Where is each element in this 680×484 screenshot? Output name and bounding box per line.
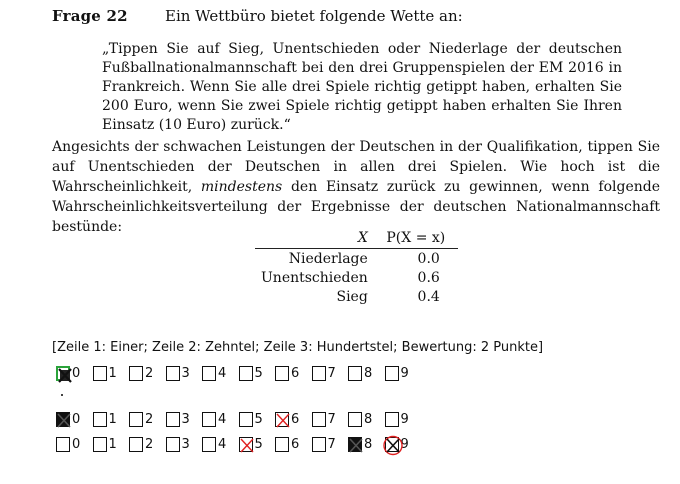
digit-checkbox[interactable] xyxy=(56,412,70,427)
digit-label: 0 xyxy=(72,366,81,381)
digit-label: 1 xyxy=(108,412,117,427)
digit-label: 5 xyxy=(254,437,263,452)
digit-checkbox[interactable] xyxy=(239,412,253,427)
question-number: Frage 22 xyxy=(52,7,128,25)
digit-option[interactable] xyxy=(312,366,349,381)
digit-label: 8 xyxy=(364,412,373,427)
digit-checkbox[interactable] xyxy=(129,437,143,452)
digit-checkbox[interactable] xyxy=(93,437,107,452)
digit-option[interactable] xyxy=(275,366,312,381)
digit-checkbox[interactable] xyxy=(348,412,362,427)
checkmark-icon xyxy=(346,435,366,456)
checkmark-icon xyxy=(55,365,75,386)
table-cell-label: Sieg xyxy=(336,289,368,305)
digit-checkbox[interactable] xyxy=(166,437,180,452)
table-row xyxy=(255,268,458,287)
digit-option[interactable] xyxy=(202,437,239,452)
digit-label: 7 xyxy=(327,366,336,381)
digit-option[interactable] xyxy=(93,437,130,452)
answer-row-hundertstel xyxy=(56,437,421,452)
digit-checkbox[interactable] xyxy=(129,366,143,381)
digit-option[interactable] xyxy=(239,412,276,427)
digit-label: 9 xyxy=(400,366,409,381)
question-body xyxy=(52,137,660,237)
digit-label: 1 xyxy=(108,437,117,452)
digit-label: 9 xyxy=(400,437,409,452)
digit-option[interactable] xyxy=(348,437,385,452)
answer-row-einer xyxy=(56,366,421,381)
digit-label: 2 xyxy=(145,412,154,427)
digit-label: 9 xyxy=(400,412,409,427)
digit-option[interactable] xyxy=(385,366,422,381)
table-cell-value: 0.6 xyxy=(417,270,440,286)
table-header-row xyxy=(255,230,458,249)
table-cell-value: 0.4 xyxy=(417,289,440,305)
digit-label: 8 xyxy=(364,366,373,381)
checkmark-icon xyxy=(54,410,74,431)
digit-checkbox[interactable] xyxy=(239,437,253,452)
digit-label: 2 xyxy=(145,437,154,452)
digit-label: 3 xyxy=(181,412,190,427)
question-body-emphasis: mindestens xyxy=(200,179,283,195)
digit-checkbox[interactable] xyxy=(202,366,216,381)
digit-checkbox[interactable] xyxy=(202,412,216,427)
digit-label: 2 xyxy=(145,366,154,381)
digit-label: 6 xyxy=(291,366,300,381)
digit-option[interactable] xyxy=(348,366,385,381)
digit-option[interactable] xyxy=(56,437,93,452)
digit-checkbox[interactable] xyxy=(275,366,289,381)
digit-option[interactable] xyxy=(56,366,93,381)
digit-label: 5 xyxy=(254,366,263,381)
checkmark-icon xyxy=(383,435,403,456)
digit-label: 6 xyxy=(291,412,300,427)
digit-label: 4 xyxy=(218,412,227,427)
digit-checkbox[interactable] xyxy=(166,412,180,427)
digit-option[interactable] xyxy=(239,366,276,381)
digit-option[interactable] xyxy=(129,437,166,452)
digit-option[interactable] xyxy=(275,437,312,452)
digit-checkbox[interactable] xyxy=(312,437,326,452)
digit-checkbox[interactable] xyxy=(202,437,216,452)
digit-option[interactable] xyxy=(385,412,422,427)
digit-label: 8 xyxy=(364,437,373,452)
table-row xyxy=(255,249,458,269)
digit-option[interactable] xyxy=(348,412,385,427)
digit-checkbox[interactable] xyxy=(385,437,399,452)
digit-label: 0 xyxy=(72,412,81,427)
digit-label: 4 xyxy=(218,437,227,452)
digit-option[interactable] xyxy=(275,412,312,427)
checkmark-icon xyxy=(273,410,293,431)
digit-label: 4 xyxy=(218,366,227,381)
digit-checkbox[interactable] xyxy=(56,437,70,452)
digit-checkbox[interactable] xyxy=(239,366,253,381)
digit-option[interactable] xyxy=(202,412,239,427)
digit-option[interactable] xyxy=(166,412,203,427)
question-body-part2: den Einsatz zurück zu gewinnen, wenn folgende Wahrscheinlichkeitsverteilung der Ergebnisse der deutschen Nationalmannschaft bestünde: xyxy=(52,179,660,235)
answer-instruction: [Zeile 1: Einer; Zeile 2: Zehntel; Zeile 3: Hundertstel; Bewertung: 2 Punkte] xyxy=(52,340,544,355)
digit-label: 3 xyxy=(181,366,190,381)
table-cell-value: 0.0 xyxy=(417,251,440,267)
digit-option[interactable] xyxy=(166,437,203,452)
digit-label: 7 xyxy=(327,437,336,452)
table-header-p: P(X = x) xyxy=(374,230,458,249)
digit-label: 3 xyxy=(181,437,190,452)
digit-option[interactable] xyxy=(202,366,239,381)
digit-checkbox[interactable] xyxy=(348,437,362,452)
digit-checkbox[interactable] xyxy=(275,412,289,427)
digit-checkbox[interactable] xyxy=(129,412,143,427)
digit-label: 0 xyxy=(72,437,81,452)
digit-checkbox[interactable] xyxy=(275,437,289,452)
table-header-x: X xyxy=(255,230,374,249)
digit-checkbox[interactable] xyxy=(385,412,399,427)
checkmark-icon xyxy=(237,435,257,456)
digit-option[interactable] xyxy=(129,412,166,427)
answer-row-zehntel xyxy=(56,412,421,427)
digit-label: 5 xyxy=(254,412,263,427)
digit-checkbox[interactable] xyxy=(166,366,180,381)
table-cell-label: Niederlage xyxy=(288,251,368,267)
digit-checkbox[interactable] xyxy=(56,366,70,381)
table-row xyxy=(255,287,458,306)
digit-checkbox[interactable] xyxy=(385,366,399,381)
digit-label: 1 xyxy=(108,366,117,381)
digit-option[interactable] xyxy=(312,437,349,452)
digit-label: 6 xyxy=(291,437,300,452)
digit-checkbox[interactable] xyxy=(93,366,107,381)
digit-option[interactable] xyxy=(56,412,93,427)
stray-dot xyxy=(61,394,63,396)
table-cell-label: Unentschieden xyxy=(261,270,368,286)
digit-option[interactable] xyxy=(385,437,422,452)
digit-checkbox[interactable] xyxy=(348,366,362,381)
probability-table xyxy=(255,230,458,306)
digit-checkbox[interactable] xyxy=(93,412,107,427)
digit-label: 7 xyxy=(327,412,336,427)
question-body-part1: Angesichts der schwachen Leistungen der Deutschen in der Qualifikation, tippen Sie auf Unentschieden der Deutschen in allen drei Spielen. Wie hoch ist die Wahrscheinlichkeit, xyxy=(52,139,660,195)
digit-option[interactable] xyxy=(166,366,203,381)
question-intro: Ein Wettbüro bietet folgende Wette an: xyxy=(165,7,463,25)
digit-checkbox[interactable] xyxy=(312,412,326,427)
digit-checkbox[interactable] xyxy=(312,366,326,381)
digit-option[interactable] xyxy=(93,366,130,381)
digit-option[interactable] xyxy=(312,412,349,427)
bet-quote: „Tippen Sie auf Sieg, Unentschieden oder Niederlage der deutschen Fußballnationalmannschaft bei den drei Gruppenspielen der EM 2016 in Frankreich. Wenn Sie alle drei Spiele richtig getippt haben, erhalten Sie 200 Euro, wenn Sie zwei Spiele richtig getippt haben erhalten Sie Ihren Einsatz (10 Euro) zurück.“ xyxy=(102,41,622,133)
digit-option[interactable] xyxy=(129,366,166,381)
digit-option[interactable] xyxy=(239,437,276,452)
digit-option[interactable] xyxy=(93,412,130,427)
